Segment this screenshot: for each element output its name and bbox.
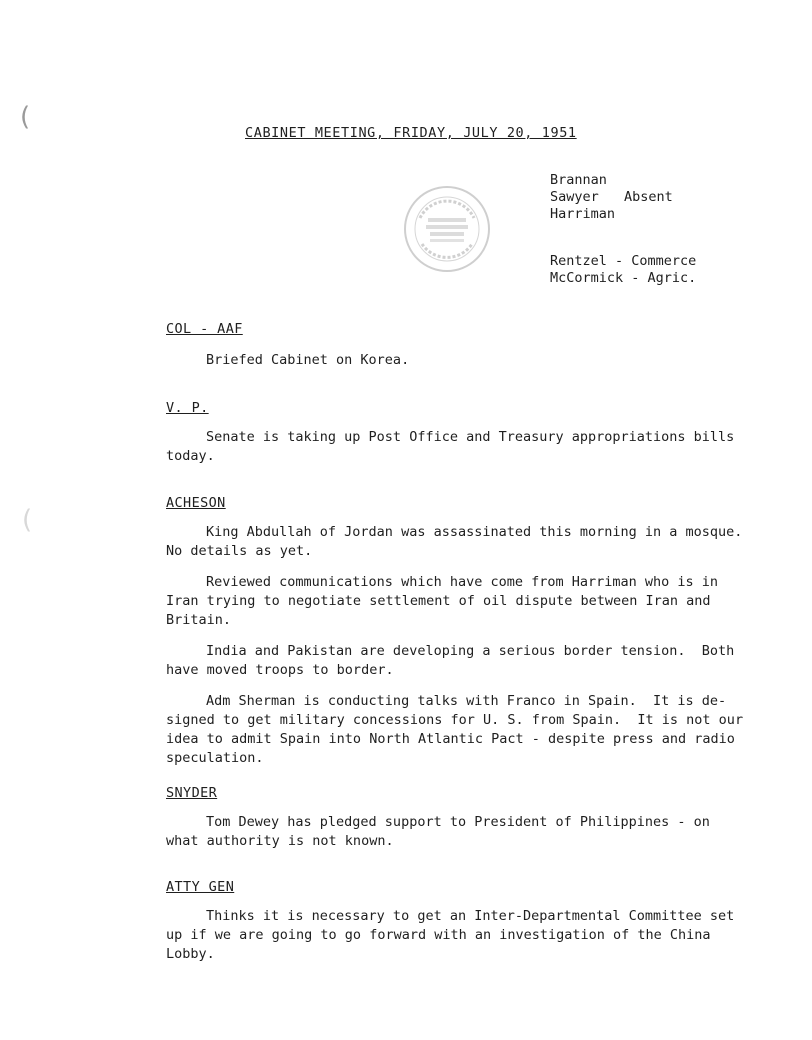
section-paragraph: Tom Dewey has pledged support to President of Philippines - on what authority is not known. xyxy=(166,814,710,849)
section-vp xyxy=(166,400,766,466)
section-heading: COL - AAF xyxy=(166,321,243,337)
section-paragraph: Adm Sherman is conducting talks with Franco in Spain. It is de- signed to get military concessions for U. S. from Spain. It is not our idea to admit Spain into North Atlantic Pact - despite press and radio speculation. xyxy=(166,693,744,766)
section-atty-gen xyxy=(166,879,766,964)
absent-list: Brannan Sawyer Harriman xyxy=(550,172,616,222)
section-paragraph: Thinks it is necessary to get an Inter-Departmental Committee set up if we are going to go forward with an investigation of the China Lobby. xyxy=(166,908,735,962)
absent-label: Absent xyxy=(624,189,673,205)
section-heading: SNYDER xyxy=(166,785,218,801)
section-snyder xyxy=(166,785,766,851)
section-paragraph: Reviewed communications which have come from Harriman who is in Iran trying to negotiate settlement of oil dispute between Iran and Britain. xyxy=(166,574,719,628)
section-col-aaf xyxy=(166,321,766,370)
section-paragraph: Senate is taking up Post Office and Treasury appropriations bills today. xyxy=(166,429,735,464)
section-paragraph: Briefed Cabinet on Korea. xyxy=(206,352,410,368)
margin-mark-middle: ( xyxy=(22,505,33,535)
archive-stamp xyxy=(404,186,490,272)
section-heading: ACHESON xyxy=(166,495,226,511)
section-acheson xyxy=(166,495,766,768)
section-paragraph: King Abdullah of Jordan was assassinated this morning in a mosque. No details as yet. xyxy=(166,524,743,559)
section-heading: V. P. xyxy=(166,400,209,416)
section-paragraph: India and Pakistan are developing a serious border tension. Both have moved troops to border. xyxy=(166,643,735,678)
document-title: CABINET MEETING, FRIDAY, JULY 20, 1951 xyxy=(245,125,577,141)
margin-mark-top: ( xyxy=(20,102,31,132)
section-heading: ATTY GEN xyxy=(166,879,235,895)
substitutes-list: Rentzel - Commerce McCormick - Agric. xyxy=(550,253,697,286)
